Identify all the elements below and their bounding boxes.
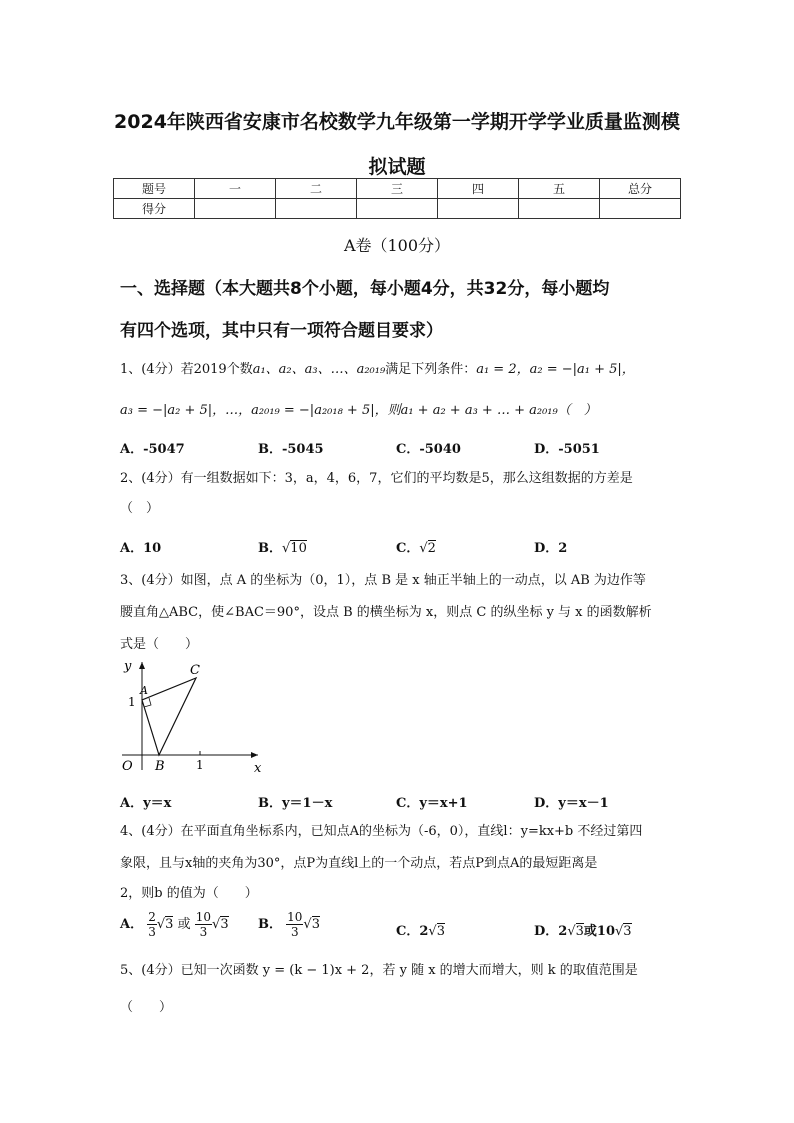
q1-option-c: C．-5040: [396, 442, 461, 457]
label-a: A: [140, 684, 148, 697]
label-o: O: [122, 759, 133, 774]
score-header-cell: 总分: [600, 179, 681, 199]
q2-option-b-label: B．: [258, 541, 282, 556]
q4-option-a: A． $\frac{2}{3}$ √3 或 $\frac{10}{3}$ √3: [120, 910, 229, 939]
label-b: B: [155, 759, 165, 774]
q1-option-b: B．-5045: [258, 442, 324, 457]
score-cell: [195, 199, 276, 219]
q2-option-c: C．√2: [396, 541, 436, 556]
score-cell: [438, 199, 519, 219]
q2-option-b: B．√10: [258, 541, 307, 556]
question-1-intro-tail: 满足下列条件：: [385, 362, 477, 377]
q4-option-d-or: 或10: [583, 924, 615, 939]
q4-option-b-label: B．: [258, 917, 282, 932]
q2-option-c-label: C．: [396, 541, 420, 556]
denominator: 3: [290, 925, 299, 939]
section-a-heading: A卷（100分）: [343, 236, 451, 255]
q3-option-b: B．y＝1－x: [258, 796, 333, 811]
label-x-one: 1: [196, 758, 204, 772]
score-table-header-row: [114, 179, 681, 199]
q2-option-d: D．2: [534, 541, 568, 556]
page-title-continued: 拟试题: [368, 156, 426, 178]
fraction: [147, 910, 157, 939]
question-4-stem-continued: 象限，且与x轴的夹角为30°，点P为直线l上的一个动点，若点P到点A的最短距离是: [120, 856, 598, 871]
question-5-stem-continued: （ ）: [120, 1000, 173, 1015]
score-cell: [519, 199, 600, 219]
score-header-cell: 五: [519, 179, 600, 199]
score-header-cell: 四: [438, 179, 519, 199]
sqrt-3: 3: [436, 924, 445, 939]
sqrt-2: 2: [427, 541, 436, 556]
score-header-cell: 三: [357, 179, 438, 199]
score-header-cell: 二: [276, 179, 357, 199]
or-connector: 或: [177, 917, 191, 932]
q3-option-a: A．y＝x: [120, 796, 172, 811]
question-3-stem-tail: 式是（ ）: [120, 637, 199, 652]
score-cell: [276, 199, 357, 219]
q3-option-d: D．y＝x－1: [534, 796, 609, 811]
question-1-conditions: [120, 402, 597, 420]
score-cell: [600, 199, 681, 219]
question-1-intro: 1、(4分）若2019个数: [120, 362, 253, 377]
q3-option-c: C．y＝x+1: [396, 796, 468, 811]
label-x: x: [254, 761, 262, 776]
score-cell: [357, 199, 438, 219]
sqrt-3: 3: [220, 917, 229, 932]
q4-option-c: C．2√3: [396, 924, 445, 939]
label-y-one: 1: [128, 695, 136, 709]
sqrt-3: 3: [311, 917, 320, 932]
numerator: 2: [148, 910, 156, 924]
condition-1: a₁ = 2，a₂ = −|a₁ + 5|，: [476, 362, 635, 377]
q1-option-a: A．-5047: [120, 442, 185, 457]
question-1-stem: [120, 361, 635, 379]
q2-option-a: A．10: [120, 541, 162, 556]
label-c: C: [190, 663, 200, 678]
q4-option-b: B． $\frac{10}{3}$ √3: [258, 910, 320, 939]
question-3-stem-continued: 腰直角△ABC，使∠BAC＝90°，设点 B 的横坐标为 x，则点 C 的纵坐标 y 与 x 的函数解析: [120, 605, 652, 620]
page-title: 2024年陕西省安康市名校数学九年级第一学期开学学业质量监测模: [114, 111, 680, 133]
question-4-stem: 4、(4分）在平面直角坐标系内，已知点A的坐标为（-6，0），直线l：y=kx+b 不经过第四: [120, 824, 643, 839]
part-1-heading-continued: 有四个选项，其中只有一项符合题目要求）: [120, 321, 443, 341]
score-row-label: 得分: [114, 199, 195, 219]
denominator: 3: [148, 925, 156, 939]
fraction: [195, 910, 212, 939]
question-4-stem-tail: 2，则b 的值为（ ）: [120, 886, 258, 901]
denominator: 3: [199, 925, 208, 939]
score-header-cell: 题号: [114, 179, 195, 199]
q4-option-a-label: A．: [120, 917, 144, 932]
x-axis-arrow: [251, 752, 258, 758]
condition-2: a₃ = −|a₂ + 5|，…，a₂₀₁₉ = −|a₂₀₁₈ + 5|，则a₁ + a₂ + a₃ + … + a₂₀₁₉（ ）: [120, 403, 597, 418]
label-y: y: [124, 659, 132, 674]
question-2-stem-continued: （ ）: [120, 501, 160, 516]
sqrt-3: 3: [623, 924, 632, 939]
question-5-stem: 5、(4分）已知一次函数 y = (k − 1)x + 2，若 y 随 x 的增大而增大，则 k 的取值范围是: [120, 963, 638, 978]
score-header-cell: 一: [195, 179, 276, 199]
sqrt-3: 3: [165, 917, 174, 932]
numerator: 10: [287, 910, 303, 924]
sqrt-10: 10: [290, 541, 307, 556]
q4-option-d-label: D．2: [534, 924, 568, 939]
q4-option-d: D．2√3或10√3: [534, 924, 632, 939]
score-table: [113, 178, 681, 219]
question-3-stem: 3、(4分）如图，点 A 的坐标为（0，1），点 B 是 x 轴正半轴上的一动点，以 AB 为边作等: [120, 573, 646, 588]
sequence-notation: a₁、a₂、a₃、…、a₂₀₁₉: [252, 362, 386, 377]
triangle-abc: [142, 678, 196, 755]
part-1-heading: 一、选择题（本大题共8个小题，每小题4分，共32分，每小题均: [120, 279, 610, 299]
y-axis-arrow: [139, 662, 145, 669]
q4-option-c-label: C．2: [396, 924, 429, 939]
q1-option-d: D．-5051: [534, 442, 600, 457]
q3-coordinate-figure: [112, 658, 272, 778]
numerator: 10: [195, 910, 212, 924]
score-table-score-row: [114, 199, 681, 219]
sqrt-3: 3: [575, 924, 584, 939]
question-2-stem: 2、(4分）有一组数据如下：3，a，4，6，7，它们的平均数是5，那么这组数据的方差是: [120, 471, 633, 486]
fraction: [286, 910, 303, 939]
